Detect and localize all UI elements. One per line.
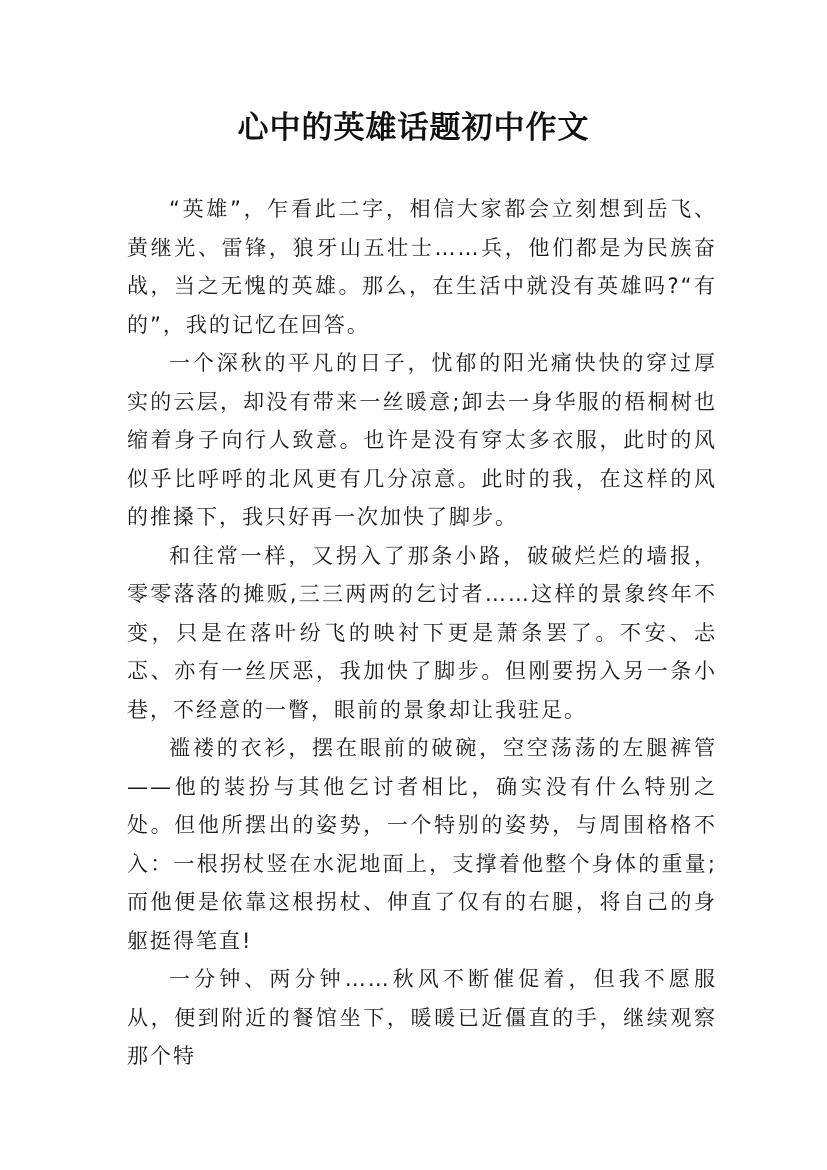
paragraph: 褴褛的衣衫，摆在眼前的破碗，空空荡荡的左腿裤管——他的装扮与其他乞讨者相比，确实没有什么特别之处。但他所摆出的姿势，一个特别的姿势，与周围格格不入：一根拐杖竖在水泥地面上，支撑着他整个身体的重量;而他便是依靠这根拐杖、伸直了仅有的右腿，将自己的身躯挺得笔直! bbox=[127, 736, 717, 953]
paragraph: 一个深秋的平凡的日子，忧郁的阳光痛快快的穿过厚实的云层，却没有带来一丝暖意;卸去一身华服的梧桐树也缩着身子向行人致意。也许是没有穿太多衣服，此时的风似乎比呼呼的北风更有几分凉意。此时的我，在这样的风的推搡下，我只好再一次加快了脚步。 bbox=[127, 351, 717, 529]
paragraph: “英雄”，乍看此二字，相信大家都会立刻想到岳飞、黄继光、雷锋，狼牙山五壮士……兵，他们都是为民族奋战，当之无愧的英雄。那么，在生活中就没有英雄吗?“有的”，我的记忆在回答。 bbox=[127, 197, 717, 337]
paragraph: 一分钟、两分钟……秋风不断催促着，但我不愿服从，便到附近的餐馆坐下，暖暖已近僵直的手，继续观察那个特 bbox=[127, 967, 717, 1068]
paragraph: 和往常一样，又拐入了那条小路，破破烂烂的墙报，零零落落的摊贩,三三两两的乞讨者……这样的景象终年不变，只是在落叶纷飞的映衬下更是萧条罢了。不安、忐忑、亦有一丝厌恶，我加快了脚步。但刚要拐入另一条小巷，不经意的一瞥，眼前的景象却让我驻足。 bbox=[127, 543, 717, 722]
document-title: 心中的英雄话题初中作文 bbox=[237, 110, 590, 146]
document-body bbox=[127, 190, 717, 1076]
